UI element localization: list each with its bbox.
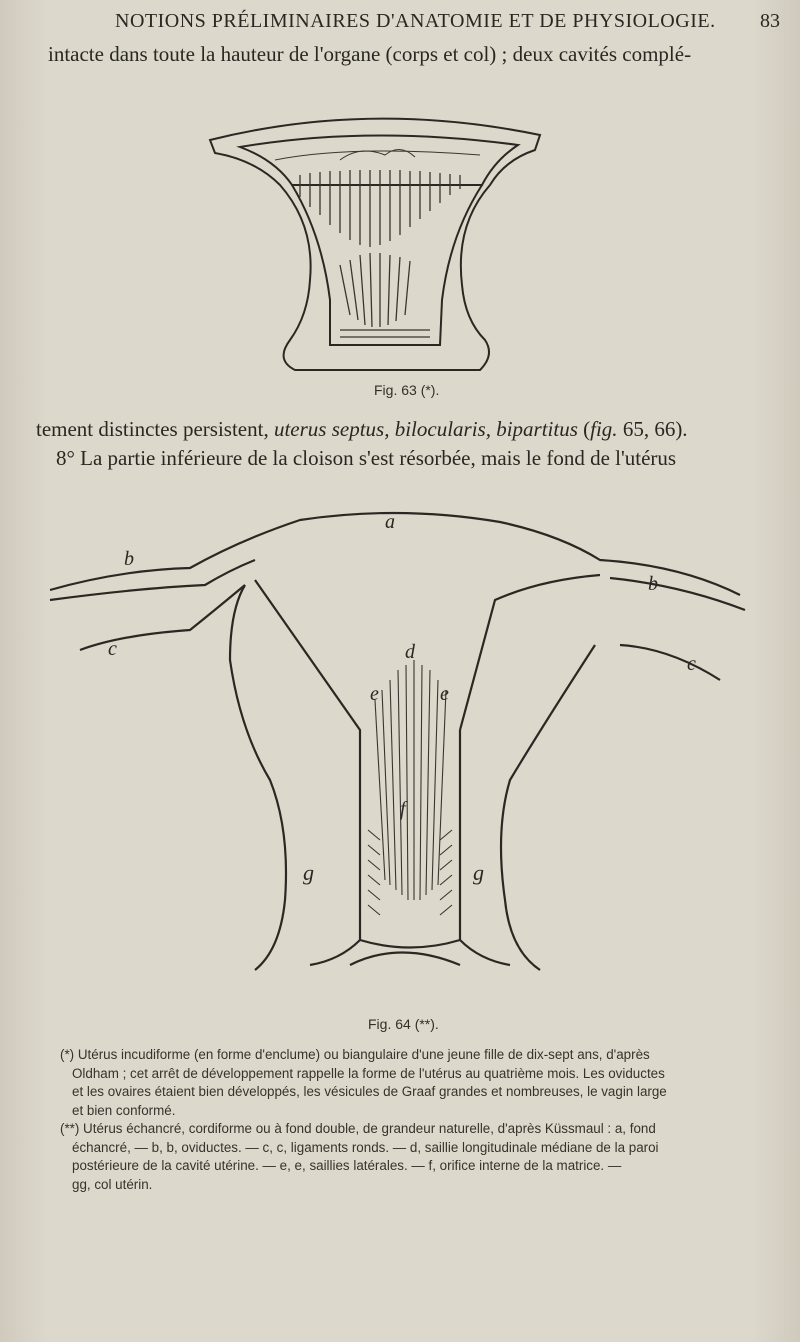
label-g-right: g: [473, 860, 484, 885]
running-head: [20, 10, 780, 36]
figure-64-illustration: [40, 500, 780, 1000]
label-b-right: b: [648, 573, 658, 595]
figure-64-caption: Fig. 64 (**).: [368, 1016, 439, 1032]
label-f: f: [400, 798, 406, 820]
figure-63-caption: Fig. 63 (*).: [374, 382, 440, 398]
label-d: d: [405, 641, 415, 663]
figure-63-illustration: [200, 115, 550, 375]
footnote-1-line-4: et bien conformé.: [72, 1102, 176, 1118]
footnote-2-line-4: gg, col utérin.: [72, 1176, 153, 1192]
label-c-right: c: [687, 653, 696, 675]
body-line-2: [36, 417, 688, 442]
label-b-left: b: [124, 548, 134, 570]
running-title: NOTIONS PRÉLIMINAIRES D'ANATOMIE ET DE PHYSIOLOGIE.: [115, 10, 716, 32]
body-line-2-end: 65, 66).: [617, 417, 688, 441]
body-line-1: intacte dans toute la hauteur de l'organe (corps et col) ; deux cavités complé-: [48, 42, 692, 66]
footnote-2-line-3: postérieure de la cavité utérine. — e, e, saillies latérales. — f, orifice interne de la matrice. —: [72, 1158, 622, 1173]
footnote-1-line-3: et les ovaires étaient bien développés, les vésicules de Graaf grandes et nombreuses, le vagin large: [72, 1084, 667, 1099]
page-number: 83: [760, 10, 780, 32]
footnote-1-line-2: Oldham ; cet arrêt de développement rappelle la forme de l'utérus au quatrième mois. Les oviductes: [72, 1065, 665, 1081]
label-c-left: c: [108, 638, 117, 660]
label-a: a: [385, 511, 395, 533]
label-g-left: g: [303, 860, 314, 885]
footnote-1-line-1: (*) Utérus incudiforme (en forme d'enclume) ou biangulaire d'une jeune fille de dix-sept ans, d'après: [60, 1047, 650, 1062]
body-line-2-start: tement distinctes persistent,: [36, 417, 274, 441]
label-e-left: e: [370, 683, 379, 705]
footnotes: [60, 1046, 760, 1194]
body-line-3: 8° La partie inférieure de la cloison s'est résorbée, mais le fond de l'utérus: [56, 446, 677, 470]
footnote-2-line-1: (**) Utérus échancré, cordiforme ou à fond double, de grandeur naturelle, d'après Küssmaul : a, fond: [60, 1121, 656, 1136]
body-line-2-italic-terms: uterus septus, bilocularis, bipartitus: [273, 417, 578, 441]
label-e-right: e: [440, 683, 449, 705]
body-line-2-open: (: [577, 417, 591, 441]
body-line-2-fig-ref: fig.: [590, 417, 618, 441]
footnote-2-line-2: échancré, — b, b, oviductes. — c, c, ligaments ronds. — d, saillie longitudinale médiane de la paroi: [72, 1139, 659, 1155]
